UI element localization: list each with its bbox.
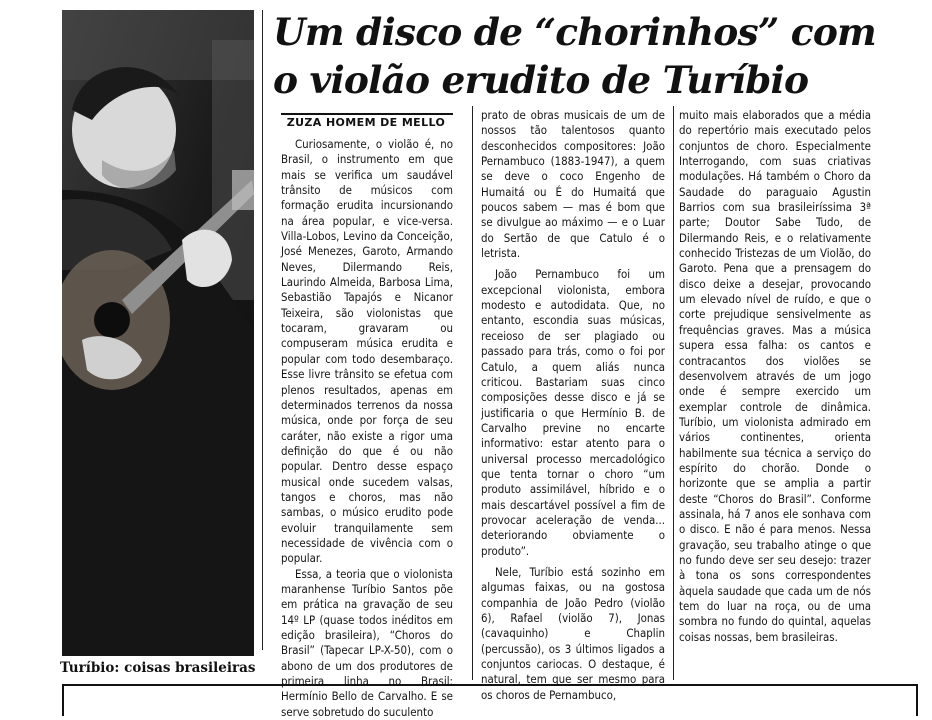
paragraph: Essa, a teoria que o violonista maranhense Turíbio Santos põe em prática na gravação de seu 14º LP (quase todos inéditos em edição brasileira), “Choros do Brasil” (Tapecar LP-X-50), com o abono de um dos produtores de primeira linha no Brasil: Hermínio Bello de Carvalho. E se serve sobretudo do suculento xyxy=(281,566,453,719)
article-column-2 xyxy=(481,108,665,703)
column-divider xyxy=(673,106,674,680)
paragraph: muito mais elaborados que a média do repertório mais executado pelos conjuntos de choro. Especialmente Interrogando, com suas criativas modulações. Há também o Choro da Saudade do paraguaio Agustin Barrios com sua brasileiríssima 3ª parte; Doutor Sabe Tudo, de Dilermando Reis, e o relativamente conhecido Tristezas de um Violão, do Garoto. Pena que a prensagem do disco deixe a desejar, provocando um elevado nível de ruído, e que o corte prejudique sensivelmente as frequências graves. Mas a música supera essa falha: os cantos e contracantos dos violões se desenvolvem através de um jogo onde é sempre exercido um exemplar controle de dinâmica. Turíbio, um violonista admirado em vários continentes, orienta habilmente sua técnica a serviço do espírito do chorão. Donde o horizonte que se amplia a partir deste “Choros do Brasil”. Conforme assinala, há 7 anos ele sonhava com o disco. E não é para menos. Nessa gravação, seu trabalho atinge o que no fundo deve ser seu desejo: trazer à tona os sons correspondentes àquela saudade que cada um de nós tem do luar na roça, ou de uma sombra no fundo do quintal, aquelas coisas nossas, bem brasileiras. xyxy=(679,108,871,644)
paragraph: João Pernambuco foi um excepcional violonista, embora modesto e autodidata. Que, no entanto, escondia suas músicas, receioso de ser plagiado ou passado para trás, como o foi por Catulo, a quem aliás nunca criticou. Bastariam suas cinco composições desse disco e já se justificaria o que Hermínio B. de Carvalho previne no encarte informativo: estar atento para o universal processo mercadológico que tenta tornar o choro “um produto assimilável, híbrido e o mais descartável possível a fim de provocar aceleração de venda... deteriorando obviamente o produto”. xyxy=(481,267,665,558)
column-divider xyxy=(262,10,263,650)
byline-rule xyxy=(281,113,453,115)
column-divider xyxy=(472,106,473,680)
paragraph: Curiosamente, o violão é, no Brasil, o instrumento em que mais se verifica um saudável trânsito de músicos com formação erudita incursionando na área popular, e vice-versa. Villa-Lobos, Levino da Conceição, José Menezes, Garoto, Armando Neves, Dilermando Reis, Laurindo Almeida, Barbosa Lima, Sebastião Tapajós e Nicanor Teixeira, são violonistas que tocaram, gravaram ou compuseram música erudita e popular com todo desembaraço. Esse livre trânsito se efetua com plenos resultados, apenas em determinados terrenos da nossa música, onde por força de seu caráter, não existe a rigor uma definição do que é ou não popular. Dentro desse espaço musical onde sucedem valsas, tangos e choros, mas não sambas, o músico erudito pode evoluir tranquilamente sem necessidade de vivência com o popular. xyxy=(281,137,453,566)
byline: ZUZA HOMEM DE MELLO xyxy=(286,116,446,129)
article-headline xyxy=(273,8,913,104)
photo-turibio-santos xyxy=(62,10,254,656)
article-column-1 xyxy=(281,137,453,720)
headline-line-2: o violão erudito de Turíbio xyxy=(273,58,809,102)
photo-caption: Turíbio: coisas brasileiras xyxy=(60,660,256,676)
headline-line-1: Um disco de “chorinhos” com xyxy=(273,10,876,54)
paragraph: Nele, Turíbio está sozinho em algumas faixas, ou na gostosa companhia de João Pedro (violão 6), Rafael (violão 7), Jonas (cavaquinho) e Chaplin (percussão), os 3 últimos ligados a conjuntos cariocas. O destaque, é natural, tem que ser mesmo para os choros de Pernambuco, xyxy=(481,564,665,702)
article-column-3 xyxy=(679,108,871,645)
guitarist-photo-illustration xyxy=(62,10,254,656)
next-article-box xyxy=(62,684,918,716)
paragraph: prato de obras musicais de um de nossos tão talentosos quanto desconhecidos compositores: João Pernambuco (1883-1947), a quem se deve o coco Engenho de Humaitá ou É do Humaitá que poucos sabem — mas é bom que se divulgue ao máximo — e o Luar do Sertão de que Catulo é o letrista. xyxy=(481,108,665,261)
